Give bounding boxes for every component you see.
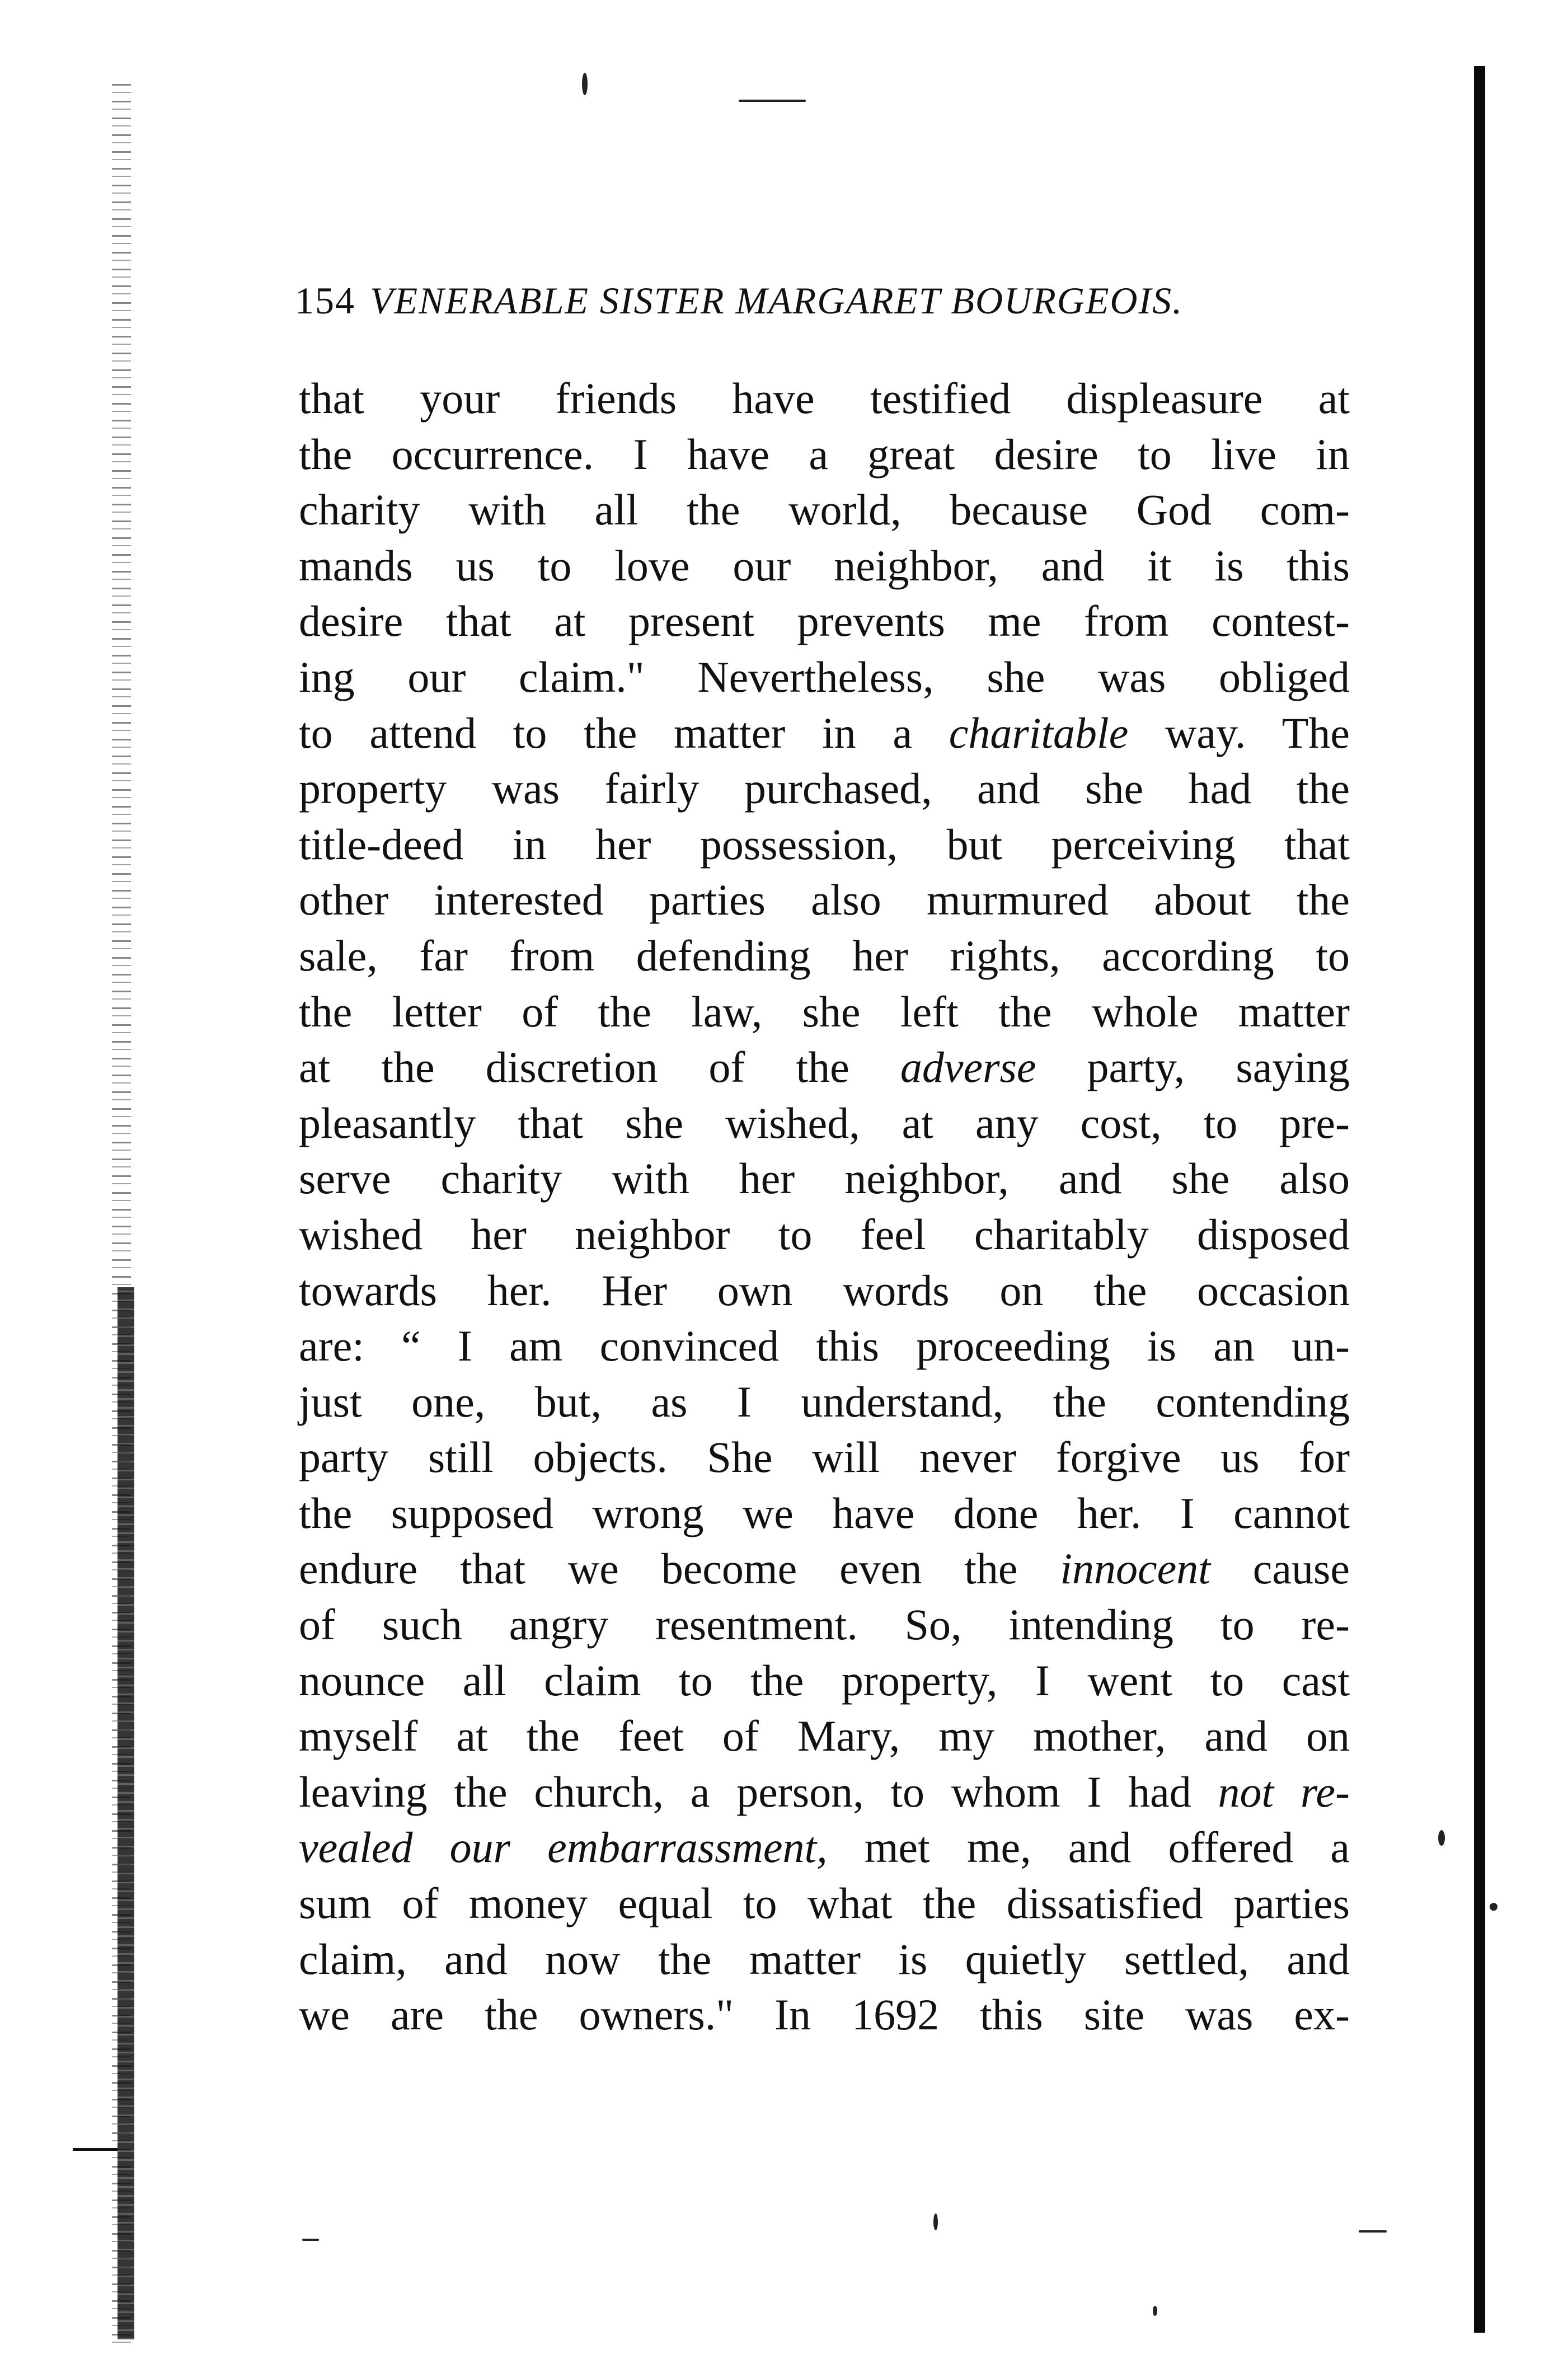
text-segment: way. The [1128, 708, 1350, 757]
text-segment: of such angry resentment. So, intending to re- [299, 1600, 1350, 1649]
text-line [299, 1653, 1350, 1709]
text-line [299, 1263, 1350, 1319]
text-line [299, 817, 1350, 873]
text-segment: title-deed in her possession, but perceiving that [299, 819, 1350, 869]
italic-text: charitable [949, 708, 1129, 757]
text-segment: party still objects. She will never forgive us for [299, 1433, 1350, 1482]
scan-speck [739, 100, 806, 102]
text-segment: leaving the church, a person, to whom I had [299, 1767, 1218, 1816]
scan-speck [1490, 1903, 1497, 1911]
text-segment: the letter of the law, she left the whole matter [299, 987, 1350, 1036]
text-segment: myself at the feet of Mary, my mother, and on [299, 1711, 1350, 1761]
text-line [299, 1485, 1350, 1541]
text-line [299, 928, 1350, 984]
text-line [299, 1039, 1350, 1095]
page-edge-border [1474, 66, 1485, 2333]
scan-speck [933, 2213, 938, 2230]
text-line [299, 1151, 1350, 1207]
text-segment: other interested parties also murmured about the [299, 875, 1350, 925]
scan-speck [1153, 2306, 1157, 2316]
text-line [299, 984, 1350, 1040]
running-title: VENERABLE SISTER MARGARET BOURGEOIS. [370, 279, 1184, 322]
text-segment: that your friends have testified displeasure at [299, 374, 1350, 423]
text-segment: the supposed wrong we have done her. I cannot [299, 1488, 1350, 1537]
binding-edge-dark [118, 1287, 134, 2339]
text-segment: towards her. Her own words on the occasion [299, 1265, 1350, 1315]
text-line [299, 705, 1350, 761]
text-line [299, 1931, 1350, 1987]
text-segment: pleasantly that she wished, at any cost, to pre- [299, 1098, 1350, 1147]
text-segment: mands us to love our neighbor, and it is this [299, 541, 1350, 590]
text-segment: just one, but, as I understand, the contending [299, 1377, 1350, 1426]
text-segment: wished her neighbor to feel charitably disposed [299, 1209, 1350, 1259]
text-segment: charity with all the world, because God com- [299, 485, 1350, 534]
text-segment: at the discretion of the [299, 1043, 900, 1092]
text-segment: claim, and now the matter is quietly settled, and [299, 1934, 1350, 1983]
text-segment: to attend to the matter in a [299, 708, 949, 757]
text-line [299, 593, 1350, 649]
page-number: 154 [295, 279, 355, 322]
text-line [299, 1374, 1350, 1430]
italic-text: adverse [900, 1043, 1036, 1092]
text-segment: sum of money equal to what the dissatisfied parties [299, 1879, 1350, 1928]
text-segment: property was fairly purchased, and she had the [299, 764, 1350, 813]
text-line [299, 538, 1350, 594]
text-line [299, 649, 1350, 705]
text-segment: nounce all claim to the property, I went to cast [299, 1655, 1350, 1705]
text-segment: party, saying [1036, 1043, 1350, 1092]
text-segment: met me, and offered a [827, 1823, 1350, 1872]
text-segment: serve charity with her neighbor, and she also [299, 1154, 1350, 1203]
text-segment: the occurrence. I have a great desire to live in [299, 429, 1350, 479]
text-segment: desire that at present prevents me from contest- [299, 597, 1350, 646]
scan-speck [582, 73, 588, 95]
scan-speck [302, 2239, 319, 2241]
text-segment: are: “ I am convinced this proceeding is an un- [299, 1321, 1350, 1371]
text-segment: cause [1210, 1544, 1350, 1593]
margin-mark [73, 2148, 118, 2151]
text-line [299, 1541, 1350, 1597]
scan-speck [1359, 2230, 1387, 2233]
text-line [299, 1987, 1350, 2043]
italic-text: not re- [1218, 1767, 1350, 1816]
running-head [295, 279, 1358, 323]
italic-text: vealed our embarrassment, [299, 1823, 828, 1872]
text-line [299, 482, 1350, 538]
text-line [299, 1318, 1350, 1374]
text-line [299, 872, 1350, 928]
text-line [299, 1095, 1350, 1151]
text-segment: ing our claim." Nevertheless, she was obliged [299, 652, 1350, 701]
text-line [299, 426, 1350, 482]
italic-text: innocent [1060, 1544, 1210, 1593]
scan-speck [1438, 1830, 1445, 1846]
text-line [299, 1708, 1350, 1764]
text-line [299, 371, 1350, 426]
text-segment: sale, far from defending her rights, according to [299, 931, 1350, 980]
text-line [299, 1819, 1350, 1875]
text-line [299, 1207, 1350, 1263]
text-segment: we are the owners." In 1692 this site was ex- [299, 1990, 1350, 2039]
text-line [299, 1597, 1350, 1653]
text-line [299, 1875, 1350, 1931]
text-line [299, 1764, 1350, 1820]
body-text [299, 371, 1350, 2043]
text-line [299, 1429, 1350, 1485]
text-line [299, 761, 1350, 817]
text-segment: endure that we become even the [299, 1544, 1060, 1593]
